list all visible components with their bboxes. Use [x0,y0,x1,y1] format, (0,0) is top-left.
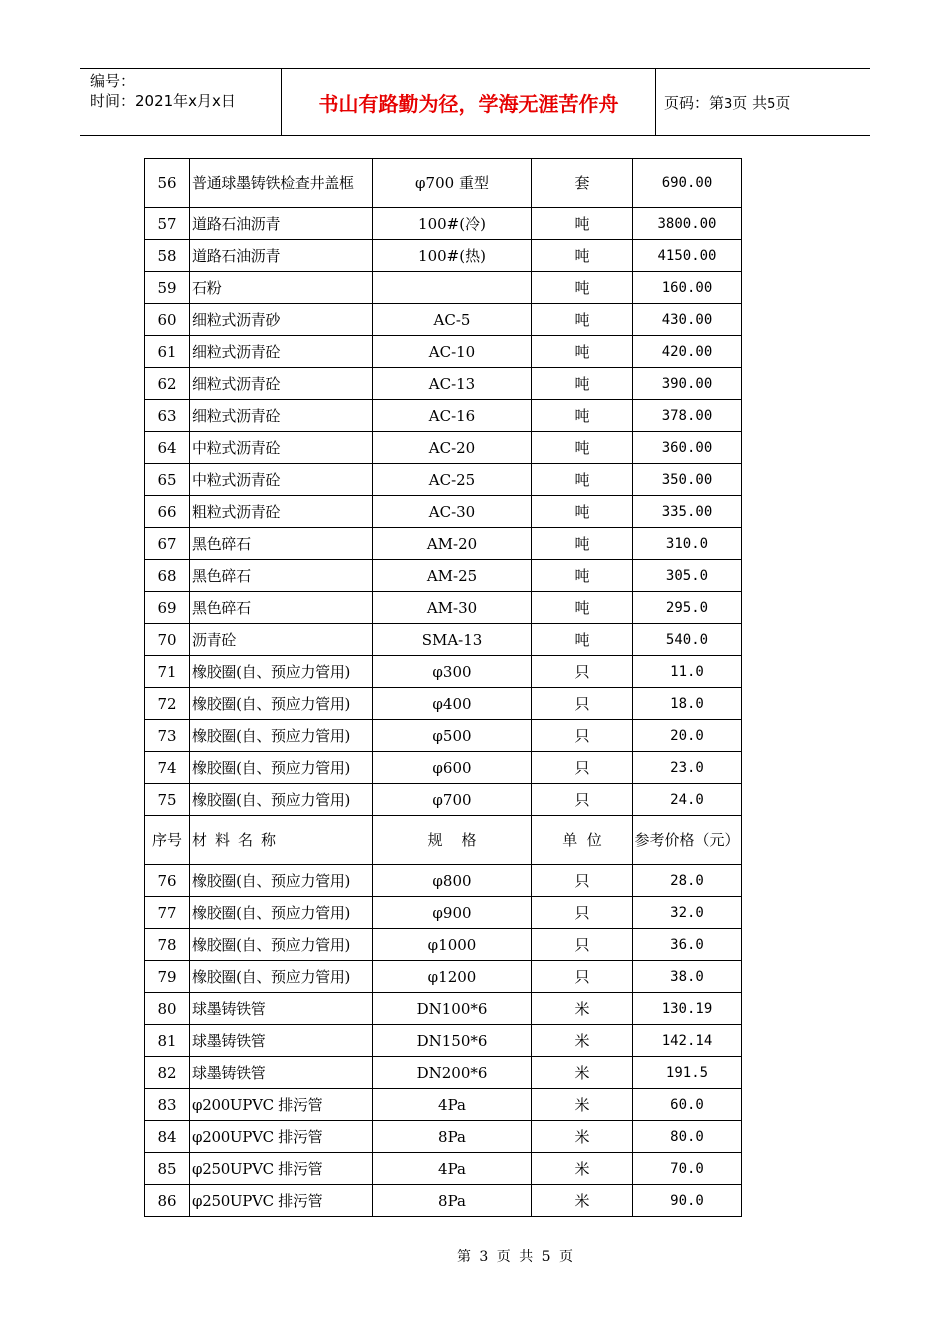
row-number: 79 [145,961,190,993]
material-spec: AC-16 [373,400,532,432]
reference-price: 18.0 [633,688,742,720]
material-name: 球墨铸铁管 [190,1025,373,1057]
row-number: 82 [145,1057,190,1089]
material-unit: 只 [532,784,633,816]
row-number: 64 [145,432,190,464]
material-spec: φ500 [373,720,532,752]
material-unit: 吨 [532,240,633,272]
reference-price: 390.00 [633,368,742,400]
row-number: 65 [145,464,190,496]
material-unit: 只 [532,961,633,993]
reference-price: 60.0 [633,1089,742,1121]
table-row [145,1025,742,1057]
material-spec [373,272,532,304]
row-number: 70 [145,624,190,656]
material-spec: φ400 [373,688,532,720]
material-spec: φ800 [373,865,532,897]
reference-price: 20.0 [633,720,742,752]
material-unit: 米 [532,1025,633,1057]
page-prefix: 页码：第 [664,94,725,112]
material-name: φ200UPVC 排污管 [190,1121,373,1153]
material-spec: AM-20 [373,528,532,560]
reference-price: 36.0 [633,929,742,961]
material-unit: 吨 [532,400,633,432]
header-divider [655,69,656,135]
reference-price: 3800.00 [633,208,742,240]
reference-price: 430.00 [633,304,742,336]
material-unit: 吨 [532,432,633,464]
row-number: 73 [145,720,190,752]
material-spec: 100#(冷) [373,208,532,240]
date-label: 时间：2021年x月x日 [90,92,236,110]
row-number: 57 [145,208,190,240]
table-row [145,897,742,929]
row-number: 83 [145,1089,190,1121]
material-unit: 吨 [532,208,633,240]
header-meta [90,71,236,111]
reference-price: 540.0 [633,624,742,656]
header-page-number [664,93,790,115]
material-spec: 8Pa [373,1121,532,1153]
material-name: 橡胶圈(自、预应力管用) [190,897,373,929]
table-row [145,336,742,368]
row-number: 67 [145,528,190,560]
row-number: 75 [145,784,190,816]
material-name: 中粒式沥青砼 [190,432,373,464]
material-name: 道路石油沥青 [190,208,373,240]
material-unit: 只 [532,656,633,688]
header-motto: 书山有路勤为径，学海无涯苦作舟 [318,92,619,116]
table-row [145,208,742,240]
header-name: 材料名称 [190,816,373,865]
material-unit: 套 [532,159,633,208]
material-name: 橡胶圈(自、预应力管用) [190,752,373,784]
row-number: 68 [145,560,190,592]
page-footer: 第 3 页 共 5 页 [456,1249,574,1265]
row-number: 60 [145,304,190,336]
material-name: 石粉 [190,272,373,304]
page-suffix: 页 [775,94,791,112]
table-row [145,1153,742,1185]
row-number: 85 [145,1153,190,1185]
table-row [145,720,742,752]
table-row [145,272,742,304]
material-name: 道路石油沥青 [190,240,373,272]
price-table [144,158,742,1217]
table-row [145,528,742,560]
table-row [145,993,742,1025]
material-name: 普通球墨铸铁检查井盖框 [190,159,373,208]
table-row [145,656,742,688]
material-name: 橡胶圈(自、预应力管用) [190,656,373,688]
row-number: 72 [145,688,190,720]
table-row [145,368,742,400]
material-spec: 4Pa [373,1153,532,1185]
material-spec: φ700 [373,784,532,816]
material-unit: 米 [532,1057,633,1089]
material-unit: 米 [532,1185,633,1217]
material-unit: 只 [532,929,633,961]
reference-price: 310.0 [633,528,742,560]
material-unit: 只 [532,865,633,897]
material-unit: 吨 [532,624,633,656]
material-spec: AC-30 [373,496,532,528]
reference-price: 378.00 [633,400,742,432]
reference-price: 28.0 [633,865,742,897]
material-unit: 米 [532,1121,633,1153]
material-spec: φ900 [373,897,532,929]
header-unit: 单 位 [532,816,633,865]
material-unit: 米 [532,1153,633,1185]
reference-price: 32.0 [633,897,742,929]
code-label: 编号： [90,72,136,90]
material-name: 细粒式沥青砂 [190,304,373,336]
header-spec: 规 格 [373,816,532,865]
material-name: 细粒式沥青砼 [190,400,373,432]
row-number: 62 [145,368,190,400]
material-spec: AC-10 [373,336,532,368]
material-unit: 吨 [532,272,633,304]
reference-price: 70.0 [633,1153,742,1185]
material-spec: DN200*6 [373,1057,532,1089]
row-number: 80 [145,993,190,1025]
table-row [145,240,742,272]
material-spec: DN100*6 [373,993,532,1025]
row-number: 61 [145,336,190,368]
material-unit: 吨 [532,528,633,560]
reference-price: 350.00 [633,464,742,496]
material-spec: φ1000 [373,929,532,961]
page-current: 3 [724,97,733,112]
reference-price: 130.19 [633,993,742,1025]
material-name: 中粒式沥青砼 [190,464,373,496]
table-row [145,464,742,496]
table-header-row [145,816,742,865]
material-name: φ250UPVC 排污管 [190,1185,373,1217]
table-row [145,1089,742,1121]
reference-price: 90.0 [633,1185,742,1217]
row-number: 76 [145,865,190,897]
reference-price: 305.0 [633,560,742,592]
material-name: 球墨铸铁管 [190,993,373,1025]
material-unit: 只 [532,752,633,784]
material-unit: 只 [532,688,633,720]
table-row [145,304,742,336]
material-spec: AM-25 [373,560,532,592]
row-number: 71 [145,656,190,688]
table-row [145,496,742,528]
material-name: 黑色碎石 [190,528,373,560]
reference-price: 38.0 [633,961,742,993]
row-number: 69 [145,592,190,624]
row-number: 59 [145,272,190,304]
table-row [145,961,742,993]
table-row [145,865,742,897]
material-unit: 吨 [532,336,633,368]
material-name: 沥青砼 [190,624,373,656]
material-name: 细粒式沥青砼 [190,368,373,400]
material-name: 橡胶圈(自、预应力管用) [190,720,373,752]
material-unit: 米 [532,1089,633,1121]
header-price: 参考价格（元） [633,816,742,865]
page-header [80,68,870,136]
reference-price: 295.0 [633,592,742,624]
row-number: 78 [145,929,190,961]
row-number: 81 [145,1025,190,1057]
reference-price: 11.0 [633,656,742,688]
reference-price: 142.14 [633,1025,742,1057]
material-spec: φ1200 [373,961,532,993]
table-row [145,929,742,961]
reference-price: 80.0 [633,1121,742,1153]
material-spec: 8Pa [373,1185,532,1217]
reference-price: 23.0 [633,752,742,784]
material-name: 粗粒式沥青砼 [190,496,373,528]
reference-price: 191.5 [633,1057,742,1089]
table-row [145,624,742,656]
reference-price: 160.00 [633,272,742,304]
reference-price: 420.00 [633,336,742,368]
material-spec: AC-5 [373,304,532,336]
table-row [145,159,742,208]
material-name: 黑色碎石 [190,592,373,624]
material-name: 橡胶圈(自、预应力管用) [190,784,373,816]
row-number: 58 [145,240,190,272]
material-unit: 只 [532,720,633,752]
table-body-bottom [145,865,742,1217]
material-name: 橡胶圈(自、预应力管用) [190,961,373,993]
material-name: 球墨铸铁管 [190,1057,373,1089]
table-row [145,688,742,720]
row-number: 56 [145,159,190,208]
page-mid: 页 共 [732,94,768,112]
table-row [145,1057,742,1089]
material-name: 橡胶圈(自、预应力管用) [190,688,373,720]
material-spec: AM-30 [373,592,532,624]
material-spec: 4Pa [373,1089,532,1121]
table-row [145,1185,742,1217]
table-row [145,592,742,624]
material-unit: 吨 [532,560,633,592]
row-number: 84 [145,1121,190,1153]
row-number: 63 [145,400,190,432]
material-spec: SMA-13 [373,624,532,656]
reference-price: 4150.00 [633,240,742,272]
table-header-row-group [145,816,742,865]
row-number: 74 [145,752,190,784]
material-unit: 吨 [532,496,633,528]
row-number: 86 [145,1185,190,1217]
table-row [145,432,742,464]
material-name: 橡胶圈(自、预应力管用) [190,865,373,897]
table-body-top [145,159,742,816]
header-no: 序号 [145,816,190,865]
material-spec: AC-13 [373,368,532,400]
material-name: φ200UPVC 排污管 [190,1089,373,1121]
material-unit: 吨 [532,464,633,496]
row-number: 66 [145,496,190,528]
material-unit: 吨 [532,368,633,400]
material-unit: 只 [532,897,633,929]
material-spec: AC-25 [373,464,532,496]
table-row [145,784,742,816]
row-number: 77 [145,897,190,929]
material-name: 黑色碎石 [190,560,373,592]
table-row [145,400,742,432]
reference-price: 335.00 [633,496,742,528]
page-total: 5 [767,97,776,112]
material-spec: AC-20 [373,432,532,464]
material-name: 橡胶圈(自、预应力管用) [190,929,373,961]
reference-price: 690.00 [633,159,742,208]
table-row [145,560,742,592]
material-spec: 100#(热) [373,240,532,272]
reference-price: 360.00 [633,432,742,464]
material-name: φ250UPVC 排污管 [190,1153,373,1185]
material-spec: φ700 重型 [373,159,532,208]
table-row [145,1121,742,1153]
table-row [145,752,742,784]
material-spec: φ600 [373,752,532,784]
material-unit: 吨 [532,592,633,624]
material-unit: 吨 [532,304,633,336]
material-name: 细粒式沥青砼 [190,336,373,368]
material-spec: φ300 [373,656,532,688]
reference-price: 24.0 [633,784,742,816]
material-spec: DN150*6 [373,1025,532,1057]
material-unit: 米 [532,993,633,1025]
